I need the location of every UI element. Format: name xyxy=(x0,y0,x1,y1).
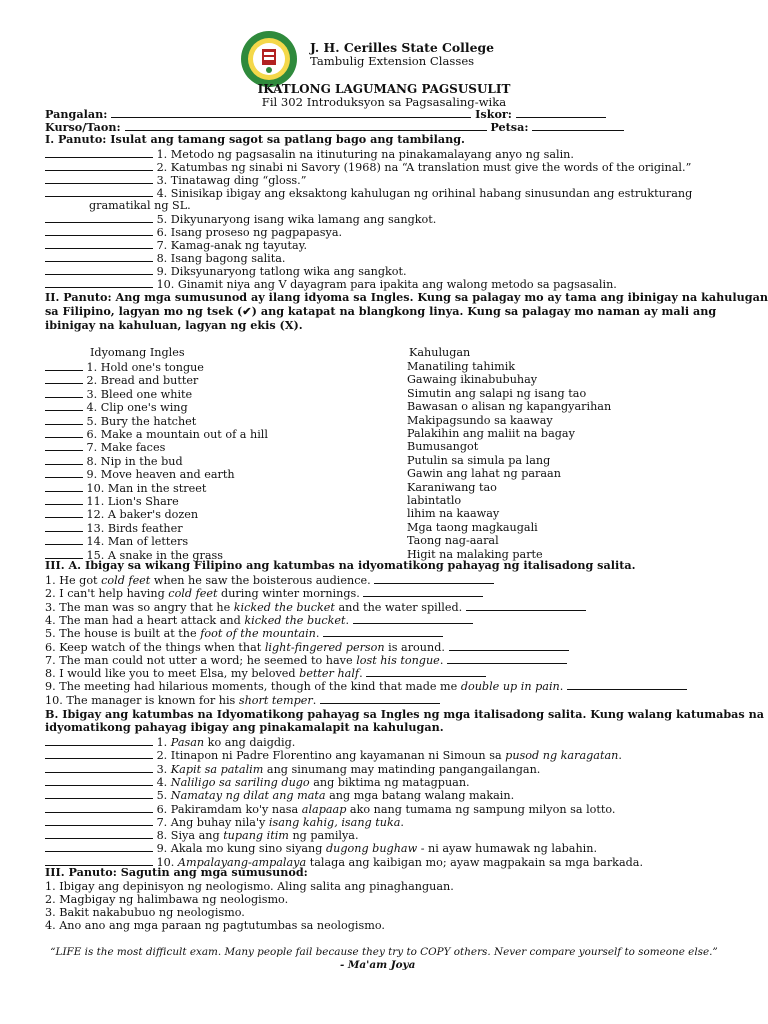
italic-phrase: cold feet xyxy=(168,587,218,601)
part3a-item: 1. He got cold feet when he saw the boisterous audience. xyxy=(45,573,494,587)
idiom-row xyxy=(45,521,183,535)
answer-blank[interactable] xyxy=(45,251,153,262)
italic-phrase: dugong bughaw xyxy=(325,842,418,856)
answer-blank[interactable] xyxy=(45,147,153,158)
part3b-item: 4. Naliligo sa sariling dugo ang biktima ng matagpuan. xyxy=(45,775,470,789)
name-label: Pangalan: xyxy=(45,107,108,121)
idiom-meaning: Bumusangot xyxy=(407,440,479,454)
part3b-item: 3. Kapit sa patalim ang sinumang may matinding pangangailangan. xyxy=(45,762,540,776)
check-blank[interactable] xyxy=(45,360,83,371)
answer-blank[interactable] xyxy=(567,679,687,690)
idiom-meaning: Mga taong magkaugali xyxy=(407,520,538,534)
idiom-text: 15. A snake in the grass xyxy=(83,548,223,562)
idiom-column-header: Idyomang Ingles xyxy=(90,346,185,359)
idiom-text: 3. Bleed one white xyxy=(83,387,193,401)
idiom-meaning: labintatlo xyxy=(407,494,462,507)
idiom-text: 5. Bury the hatchet xyxy=(83,414,197,428)
answer-blank[interactable] xyxy=(45,815,153,826)
part3b-item: 9. Akala mo kung sino siyang dugong bughaw - ni ayaw humawak ng labahin. xyxy=(45,841,597,855)
answer-blank[interactable] xyxy=(449,640,569,651)
italic-phrase: Naliligo sa sariling dugo xyxy=(170,775,310,789)
part3a-item: 6. Keep watch of the things when that light-fingered person is around. xyxy=(45,640,569,654)
part2-instruction-3: ibinigay na kahuluan, lagyan ng ekis (X). xyxy=(45,318,303,332)
part3a-item: 7. The man could not utter a word; he seemed to have lost his tongue. xyxy=(45,653,567,667)
italic-phrase: tupang itim xyxy=(223,829,289,843)
score-label: Iskor: xyxy=(475,107,512,121)
check-blank[interactable] xyxy=(45,507,83,518)
answer-blank[interactable] xyxy=(45,762,153,773)
idiom-meaning: lihim na kaaway xyxy=(407,507,500,521)
part1-item: 8. Isang bagong salita. xyxy=(45,251,286,265)
course-title: Fil 302 Introduksyon sa Pagsasaling-wika xyxy=(261,95,507,109)
idiom-text: 7. Make faces xyxy=(83,441,166,455)
answer-blank[interactable] xyxy=(366,666,486,677)
idiom-row xyxy=(45,440,165,454)
part4-item: 3. Bakit nakabubuo ng neologismo. xyxy=(45,906,245,919)
part1-item: 7. Kamag-anak ng tayutay. xyxy=(45,238,307,252)
answer-blank[interactable] xyxy=(45,735,153,746)
answer-blank[interactable] xyxy=(363,586,483,597)
part1-item: 5. Dikyunaryong isang wika lamang ang sangkot. xyxy=(45,212,436,226)
idiom-meaning: Putulin sa simula pa lang xyxy=(407,453,551,467)
italic-phrase: kicked the bucket xyxy=(244,613,346,627)
idiom-text: 10. Man in the street xyxy=(83,481,207,495)
part1-item: 3. Tinatawag ding “gloss.” xyxy=(45,173,306,187)
italic-phrase: short temper xyxy=(238,693,313,707)
check-blank[interactable] xyxy=(45,534,83,545)
school-header xyxy=(240,30,580,86)
course-blank[interactable] xyxy=(125,120,487,131)
answer-blank[interactable] xyxy=(45,160,153,171)
idiom-meaning: Makipagsundo sa kaaway xyxy=(407,413,553,427)
part3a-item: 9. The meeting had hilarious moments, though of the kind that made me double up in pain. xyxy=(45,679,687,693)
check-blank[interactable] xyxy=(45,521,83,532)
answer-blank[interactable] xyxy=(45,748,153,759)
answer-blank[interactable] xyxy=(45,212,153,223)
check-blank[interactable] xyxy=(45,400,83,411)
answer-blank[interactable] xyxy=(320,693,440,704)
part3a-item: 10. The manager is known for his short temper. xyxy=(45,693,440,707)
check-blank[interactable] xyxy=(45,481,83,492)
idiom-meaning: Manatiling tahimik xyxy=(407,360,516,373)
answer-blank[interactable] xyxy=(45,775,153,786)
idiom-meaning: Higit na malaking parte xyxy=(407,547,543,561)
idiom-text: 2. Bread and butter xyxy=(83,374,199,388)
idiom-row xyxy=(45,427,268,441)
italic-phrase: pusod ng karagatan xyxy=(505,749,619,763)
italic-phrase: cold feet xyxy=(101,574,151,587)
idiom-row xyxy=(45,454,183,468)
part3a-item: 3. The man was so angry that he kicked the bucket and the water spilled. xyxy=(45,600,586,614)
answer-blank[interactable] xyxy=(45,225,153,236)
italic-phrase: double up in pain xyxy=(460,680,560,694)
italic-phrase: better half xyxy=(299,667,360,681)
part1-item: 10. Ginamit niya ang V dayagram para ipakita ang walong metodo sa pagsasalin. xyxy=(45,277,617,291)
part2-instruction-1: II. Panuto: Ang mga sumusunod ay ilang idyoma sa Ingles. Kung sa palagay mo ay tama ang ibinigay na kahulugan xyxy=(45,290,768,304)
italic-phrase: Kapit sa patalim xyxy=(170,762,264,776)
meaning-column-header: Kahulugan xyxy=(409,346,471,359)
italic-phrase: light-fingered person xyxy=(264,640,385,654)
name-row xyxy=(45,107,606,121)
italic-phrase: alapaap xyxy=(301,802,347,816)
answer-blank[interactable] xyxy=(323,626,443,637)
answer-blank[interactable] xyxy=(45,264,153,275)
part3b-item: 7. Ang buhay nila'y isang kahig, isang tuka. xyxy=(45,815,404,829)
part2-instruction-2: sa Filipino, lagyan mo ng tsek (✔) ang katapat na blangkong linya. Kung sa palagay mo naman ay mali ang xyxy=(45,304,717,318)
italic-phrase: Namatay ng dilat ang mata xyxy=(170,789,326,803)
idiom-text: 12. A baker's dozen xyxy=(83,508,199,522)
idiom-row xyxy=(45,387,192,401)
answer-blank[interactable] xyxy=(447,653,567,664)
check-blank[interactable] xyxy=(45,414,83,425)
answer-blank[interactable] xyxy=(45,841,153,852)
answer-blank[interactable] xyxy=(45,828,153,839)
check-blank[interactable] xyxy=(45,494,83,505)
idiom-row xyxy=(45,481,206,495)
part3b-item: 6. Pakiramdam ko'y nasa alapaap ako nang tumama ng sampung milyon sa lotto. xyxy=(45,802,615,816)
idiom-row xyxy=(45,400,188,414)
idiom-meaning: Gawin ang lahat ng paraan xyxy=(407,467,561,481)
check-blank[interactable] xyxy=(45,467,83,478)
part3b-item: 1. Pasan ko ang daigdig. xyxy=(45,735,295,749)
idiom-text: 8. Nip in the bud xyxy=(83,454,183,468)
campus-name: Tambulig Extension Classes xyxy=(310,54,475,68)
part3a-item: 5. The house is built at the foot of the mountain. xyxy=(45,626,443,640)
part4-item: 4. Ano ano ang mga paraan ng pagtutumbas sa neologismo. xyxy=(45,919,385,932)
idiom-meaning: Gawaing ikinabubuhay xyxy=(407,373,538,387)
check-blank[interactable] xyxy=(45,373,83,384)
answer-blank[interactable] xyxy=(353,613,473,624)
idiom-text: 14. Man of letters xyxy=(83,535,189,549)
answer-blank[interactable] xyxy=(374,573,494,584)
idiom-meaning: Karaniwang tao xyxy=(407,480,497,494)
idiom-meaning: Simutin ang salapi ng isang tao xyxy=(407,386,587,400)
answer-blank[interactable] xyxy=(45,238,153,249)
answer-blank[interactable] xyxy=(45,802,153,813)
answer-blank[interactable] xyxy=(45,277,153,288)
idiom-text: 9. Move heaven and earth xyxy=(83,468,235,482)
part1-item: 2. Katumbas ng sinabi ni Savory (1968) na “A translation must give the words of the original.” xyxy=(45,160,691,174)
footer-author: - Ma'am Joya xyxy=(340,959,416,971)
part3b-item: 2. Itinapon ni Padre Florentino ang kayamanan ni Simoun sa pusod ng karagatan. xyxy=(45,748,622,762)
idiom-meaning: Palakihin ang maliit na bagay xyxy=(407,427,575,440)
score-blank[interactable] xyxy=(516,107,606,118)
part3a-item: 2. I can't help having cold feet during winter mornings. xyxy=(45,586,483,600)
check-blank[interactable] xyxy=(45,454,83,465)
exam-title: IKATLONG LAGUMANG PAGSUSULIT xyxy=(257,82,511,96)
footer-quote: “LIFE is the most difficult exam. Many people fail because they try to COPY others. Never compare yourself to someone else.” xyxy=(50,946,718,958)
check-blank[interactable] xyxy=(45,548,83,559)
part3b-instruction-2: idyomatikong pahayag ibigay ang pinakamalapit na kahulugan. xyxy=(45,720,444,734)
part1-item-cont: gramatikal ng SL. xyxy=(89,199,191,212)
answer-blank[interactable] xyxy=(466,600,586,611)
idiom-text: 6. Make a mountain out of a hill xyxy=(83,428,268,441)
part3b-item: 10. Ampalayang-ampalaya talaga ang kaibigan mo; ayaw magpakain sa mga barkada. xyxy=(45,855,643,869)
check-blank[interactable] xyxy=(45,387,83,398)
part1-item: 9. Diksyunaryong tatlong wika ang sangkot. xyxy=(45,264,407,278)
part1-item: 4. Sinisikap ibigay ang eksaktong kahulugan ng orihinal habang sinusundan ang estrukturang xyxy=(45,186,692,200)
idiom-text: 1. Hold one's tongue xyxy=(83,361,204,374)
idiom-row xyxy=(45,467,235,481)
italic-phrase: kicked the bucket xyxy=(233,600,335,614)
date-label: Petsa: xyxy=(490,120,529,134)
part3b-item: 5. Namatay ng dilat ang mata ang mga batang walang makain. xyxy=(45,788,514,802)
date-blank[interactable] xyxy=(532,120,624,131)
italic-phrase: isang kahig, isang tuka xyxy=(268,815,401,829)
check-blank[interactable] xyxy=(45,440,83,451)
college-name: J. H. Cerilles State College xyxy=(310,40,495,55)
italic-phrase: foot of the mountain xyxy=(200,627,316,641)
part3a-item: 4. The man had a heart attack and kicked the bucket. xyxy=(45,613,473,627)
answer-blank[interactable] xyxy=(45,186,153,197)
idiom-text: 13. Birds feather xyxy=(83,521,183,535)
name-blank[interactable] xyxy=(111,107,471,118)
answer-blank[interactable] xyxy=(45,173,153,184)
part3a-instruction: III. A. Ibigay sa wikang Filipino ang katumbas na idyomatikong pahayag ng italisadong salita. xyxy=(45,558,636,572)
part3b-item: 8. Siya ang tupang itim ng pamilya. xyxy=(45,828,359,842)
part1-item: 1. Metodo ng pagsasalin na itinuturing na pinakamalayang anyo ng salin. xyxy=(45,147,574,161)
part4-instruction: III. Panuto: Sagutin ang mga sumusunod: xyxy=(45,865,308,879)
idiom-meaning: Taong nag-aaral xyxy=(407,534,499,548)
idiom-row xyxy=(45,534,188,548)
part1-instruction: I. Panuto: Isulat ang tamang sagot sa patlang bago ang tambilang. xyxy=(45,132,465,146)
answer-blank[interactable] xyxy=(45,788,153,799)
part4-item: 2. Magbigay ng halimbawa ng neologismo. xyxy=(45,893,289,906)
idiom-text: 4. Clip one's wing xyxy=(83,401,188,415)
part3a-item: 8. I would like you to meet Elsa, my beloved better half. xyxy=(45,666,486,680)
italic-phrase: Pasan xyxy=(170,736,205,749)
part1-item: 6. Isang proseso ng pagpapasya. xyxy=(45,225,342,239)
check-blank[interactable] xyxy=(45,427,83,438)
idiom-row xyxy=(45,414,196,428)
course-label: Kurso/Taon: xyxy=(45,120,121,134)
italic-phrase: lost his tongue xyxy=(356,653,440,667)
idiom-row xyxy=(45,494,179,508)
idiom-row xyxy=(45,360,204,374)
idiom-row xyxy=(45,373,198,387)
idiom-text: 11. Lion's Share xyxy=(83,495,179,508)
italic-phrase: Ampalayang-ampalaya xyxy=(177,855,307,869)
idiom-meaning: Bawasan o alisan ng kapangyarihan xyxy=(407,400,612,414)
college-seal-icon xyxy=(240,30,298,88)
part3b-instruction-1: B. Ibigay ang katumbas na Idyomatikong pahayag sa Ingles ng mga italisadong salita. Kung walang katumabas na xyxy=(45,707,764,721)
part4-item: 1. Ibigay ang depinisyon ng neologismo. Aling salita ang pinaghanguan. xyxy=(45,880,454,893)
idiom-row xyxy=(45,507,198,521)
